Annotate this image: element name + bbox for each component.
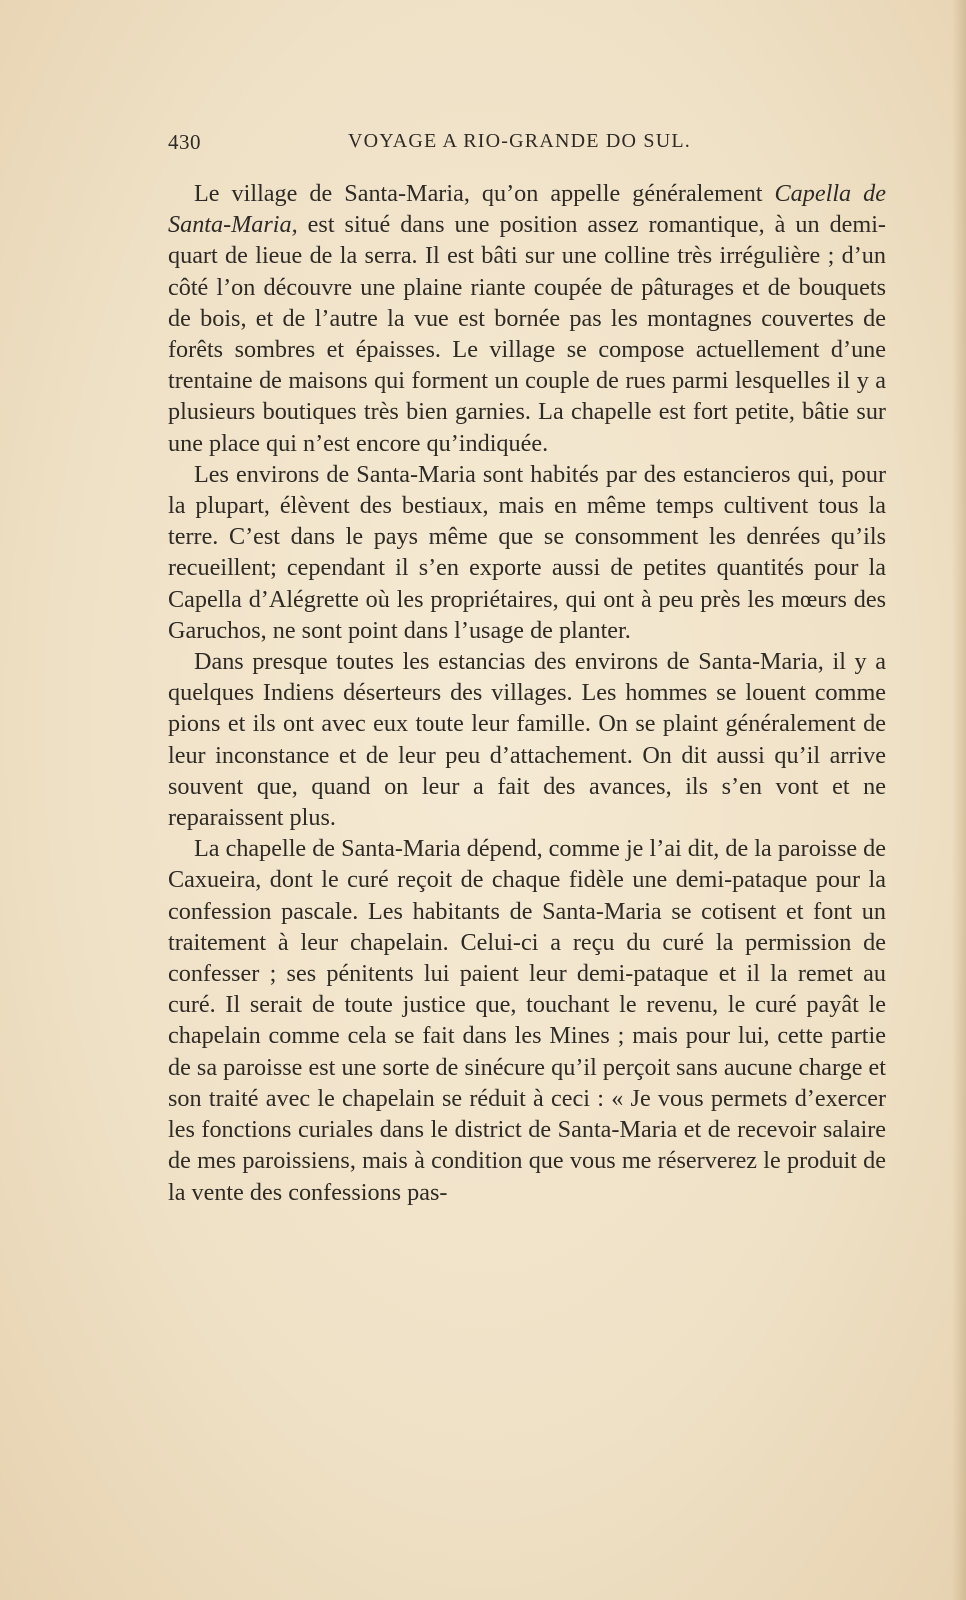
body-text (168, 178, 886, 1208)
running-title: VOYAGE A RIO-GRANDE DO SUL. (348, 130, 691, 152)
page-edge-shadow (952, 0, 966, 1600)
paragraph-2: Les environs de Santa-Maria sont habités par des estancieros qui, pour la plupart, élèvent des bestiaux, mais en même temps cultivent tous la terre. C’est dans le pays même que se consomment les denrées qu’ils recueillent; cependant il s’en exporte aussi de petites quantités pour la Capella d’Alégrette où les propriétaires, qui ont à peu près les mœurs des Garuchos, ne sont point dans l’usage de planter. (168, 460, 886, 644)
paragraph-1-rest: est situé dans une position assez romantique, à un demi-quart de lieue de la serra. Il est bâti sur une colline très irrégulière ; d’un côté l’on découvre une plaine riante coupée de pâturages et de bouquets de bois, et de l’autre la vue est bornée pas les montagnes couvertes de forêts sombres et épaisses. Le village se compose actuellement d’une trentaine de maisons qui forment un couple de rues parmi lesquelles il y a plusieurs boutiques très bien garnies. La chapelle est fort petite, bâtie sur une place qui n’est encore qu’indiquée. (168, 211, 886, 457)
paragraph-4: La chapelle de Santa-Maria dépend, comme je l’ai dit, de la paroisse de Caxueira, dont le curé reçoit de chaque fidèle une demi-pataque pour la confession pascale. Les habitants de Santa-Maria se cotisent et font un traitement à leur chapelain. Celui-ci a reçu du curé la permission de confesser ; ses pénitents lui paient leur demi-pataque et il la remet au curé. Il serait de toute justice que, touchant le revenu, le curé payât le chapelain comme cela se fait dans les Mines ; mais pour lui, cette partie de sa paroisse est une sorte de sinécure qu’il perçoit sans aucune charge et son traité avec le chapelain se réduit à ceci : « Je vous permets d’exercer les fonctions curiales dans le district de Santa-Maria et de recevoir salaire de mes paroissiens, mais à condition que vous me réserverez le produit de la vente des confessions pas- (168, 835, 886, 1206)
paragraph-1 (168, 178, 886, 459)
paragraph-1-start: Le village de Santa-Maria, qu’on appelle généralement (194, 180, 775, 207)
paragraph-1-italic: Capella de Santa-Maria, (168, 180, 887, 239)
paragraph-3: Dans presque toutes les estancias des environs de Santa-Maria, il y a quelques Indiens déserteurs des villages. Les hommes se louent comme pions et ils ont avec eux toute leur famille. On se plaint généralement de leur inconstance et de leur peu d’attachement. On dit aussi qu’il arrive souvent que, quand on leur a fait des avances, ils s’en vont et ne reparaissent plus. (168, 648, 886, 832)
running-head (168, 130, 700, 160)
page-number: 430 (168, 130, 201, 154)
